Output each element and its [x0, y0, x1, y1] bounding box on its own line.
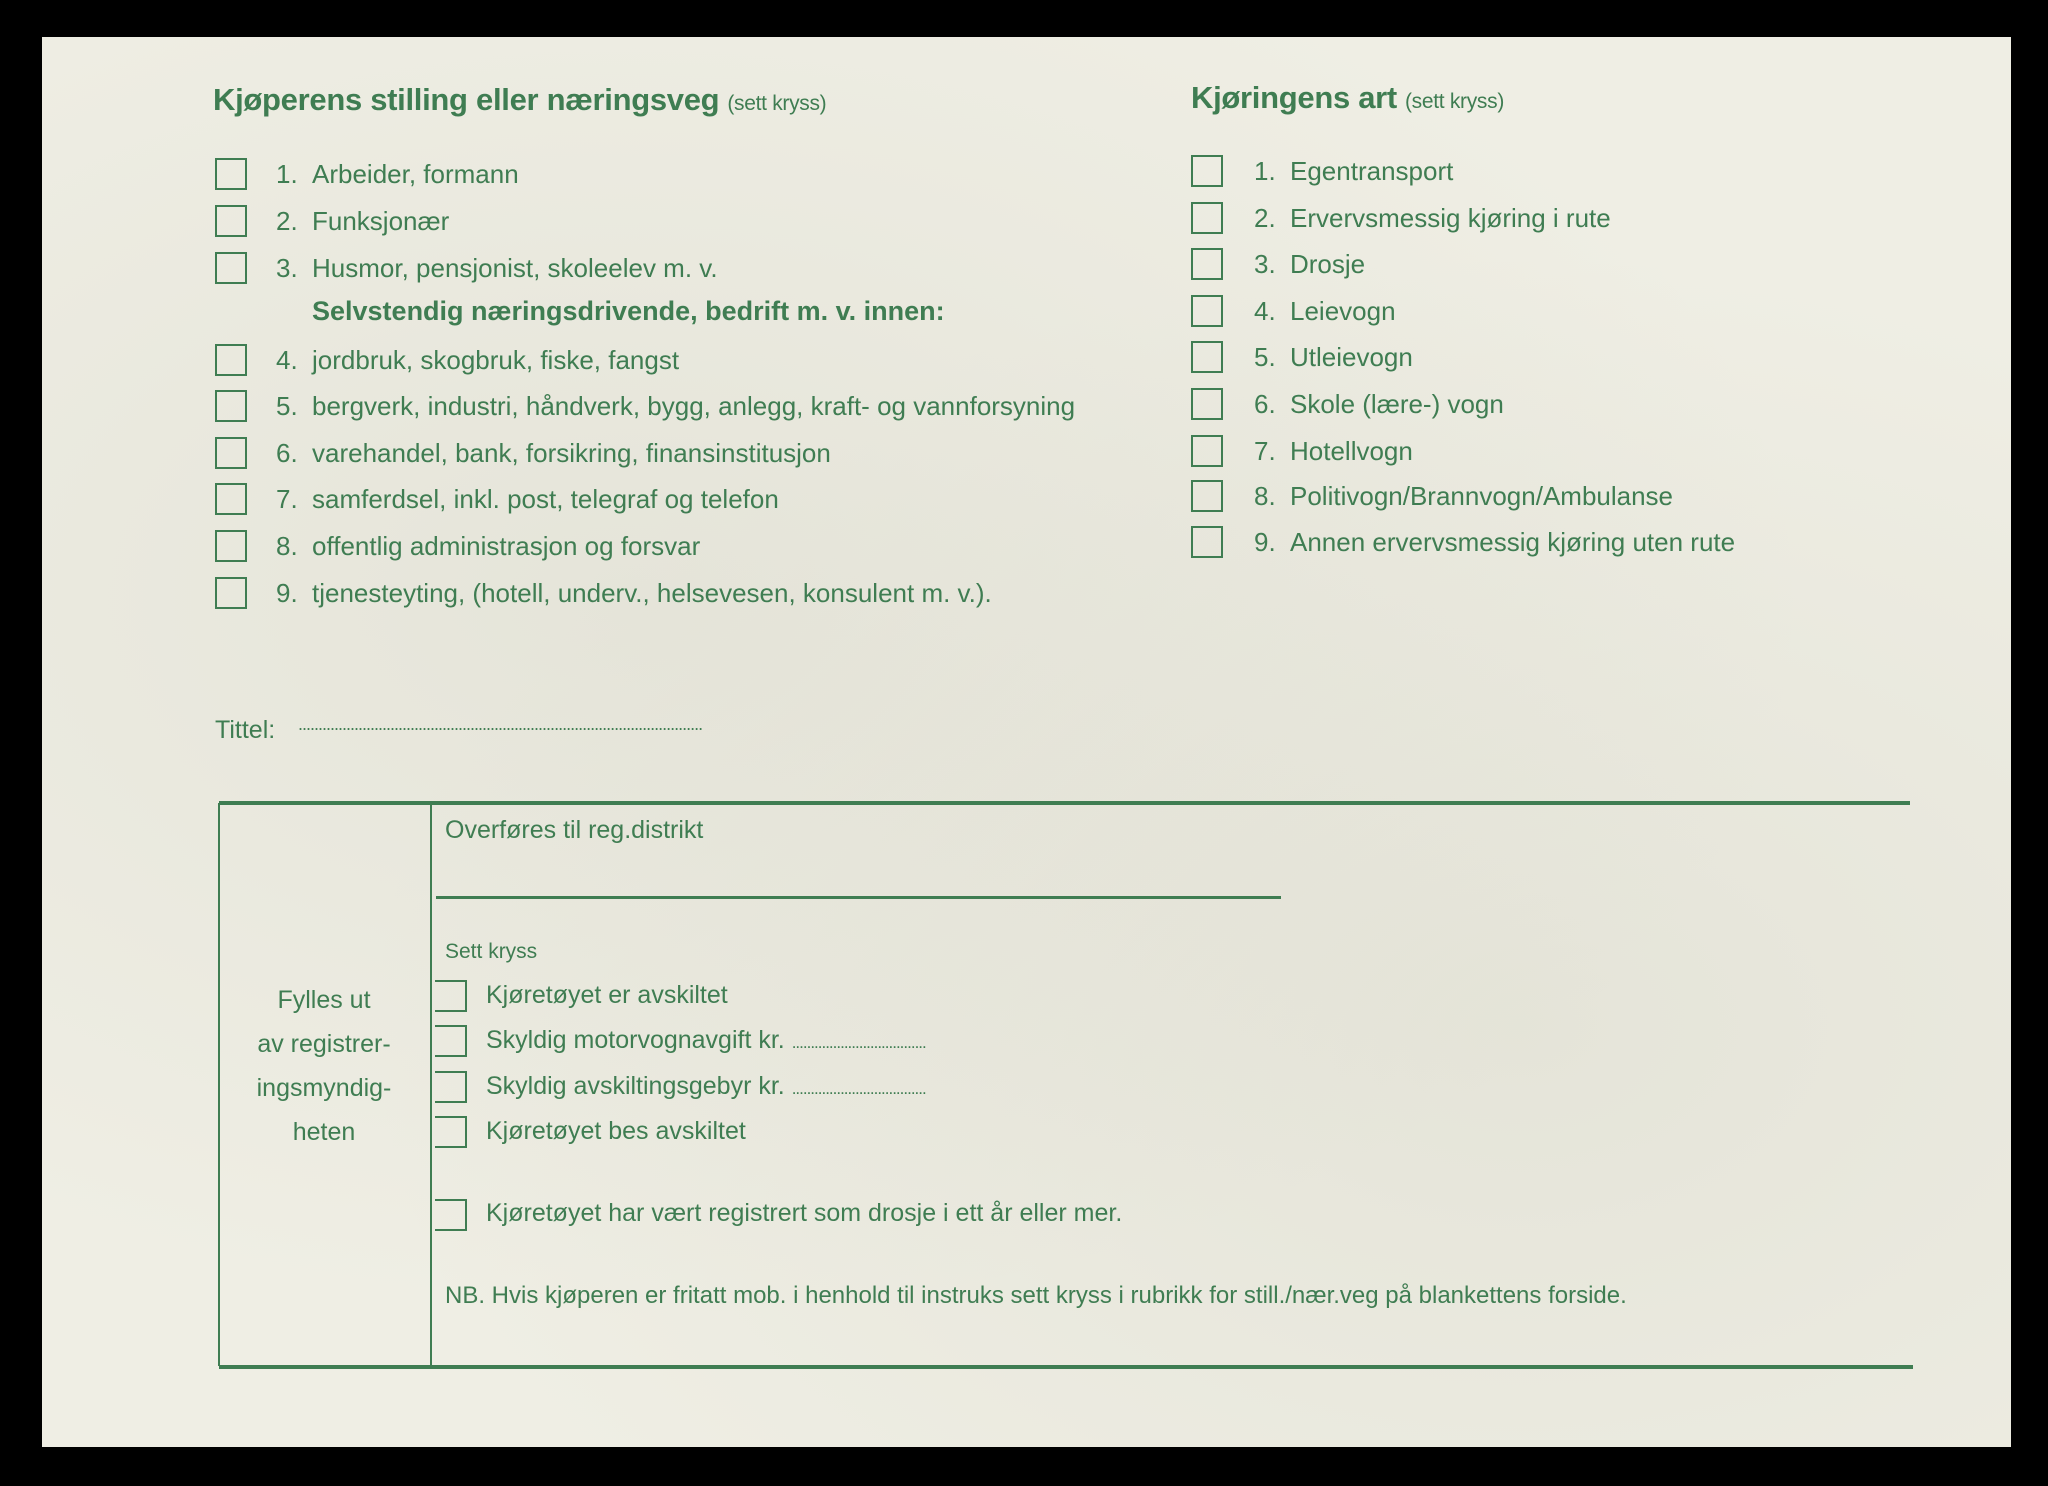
registry-side-label	[222, 978, 426, 1154]
item-label: Utleievogn	[1290, 342, 1413, 372]
item-label: Drosje	[1290, 249, 1366, 279]
list-item	[276, 531, 701, 561]
item-number: 6.	[1254, 389, 1276, 419]
item-label: Egentransport	[1290, 156, 1454, 186]
checkbox-driving-6[interactable]	[1191, 388, 1223, 420]
item-label: Skole (lære-) vogn	[1290, 389, 1504, 419]
item-number: 7.	[1254, 436, 1276, 466]
checkbox-driving-8[interactable]	[1191, 480, 1223, 512]
item-label: Hotellvogn	[1290, 436, 1413, 466]
list-item	[1254, 481, 1674, 511]
list-item	[486, 981, 728, 1010]
item-number: 1.	[276, 159, 298, 189]
checkbox-occupation-5[interactable]	[215, 390, 247, 422]
list-item	[276, 253, 718, 283]
item-label: offentlig administrasjon og forsvar	[312, 531, 701, 561]
driving-type-heading	[1191, 80, 1504, 116]
list-item	[486, 1117, 746, 1146]
driving-type-hint: (sett kryss)	[1404, 90, 1505, 113]
list-item	[1254, 296, 1396, 326]
item-number: 9.	[1254, 527, 1276, 557]
checkbox-occupation-6[interactable]	[215, 437, 247, 469]
item-number: 1.	[1254, 156, 1276, 186]
self-employed-subheading: Selvstendig næringsdrivende, bedrift m. v. innen:	[312, 296, 945, 326]
item-label: bergverk, industri, håndverk, bygg, anlegg, kraft- og vannforsyning	[312, 391, 1076, 421]
item-label: Leievogn	[1290, 296, 1396, 326]
side-label-line: heten	[292, 1118, 356, 1146]
occupation-hint: (sett kryss)	[727, 92, 827, 115]
item-label: Kjøretøyet er avskiltet	[486, 981, 728, 1009]
list-item	[486, 1199, 1122, 1228]
item-number: 3.	[276, 253, 298, 283]
list-item	[486, 1026, 926, 1055]
checkbox-occupation-1[interactable]	[215, 158, 247, 190]
checkbox-occupation-4[interactable]	[215, 344, 247, 376]
item-number: 2.	[276, 206, 298, 236]
item-label: Skyldig motorvognavgift kr.	[486, 1026, 785, 1054]
list-item	[276, 159, 519, 189]
checkbox-deregistered[interactable]	[435, 980, 467, 1012]
title-label: Tittel:	[215, 716, 276, 744]
item-label: Politivogn/Brannvogn/Ambulanse	[1290, 481, 1674, 511]
transfer-line[interactable]	[436, 896, 1281, 899]
item-label: Arbeider, formann	[312, 159, 519, 189]
box-top-border	[219, 801, 1910, 805]
item-number: 4.	[276, 345, 298, 375]
box-bottom-border	[219, 1365, 1913, 1369]
checkbox-request-deregistration[interactable]	[435, 1116, 467, 1148]
form-page	[42, 37, 2011, 1447]
transfer-label: Overføres til reg.distrikt	[445, 816, 704, 844]
list-item	[1254, 389, 1504, 419]
motor-fee-input[interactable]: ....................................	[791, 1033, 926, 1052]
item-label: tjenesteyting, (hotell, underv., helsevesen, konsulent m. v.).	[312, 578, 992, 608]
item-number: 7.	[276, 484, 298, 514]
list-item	[1254, 342, 1413, 372]
list-item	[1254, 156, 1454, 186]
item-number: 4.	[1254, 296, 1276, 326]
checkbox-occupation-9[interactable]	[215, 577, 247, 609]
item-number: 5.	[276, 391, 298, 421]
item-label: jordbruk, skogbruk, fiske, fangst	[312, 345, 680, 375]
list-item	[276, 345, 680, 375]
item-label: Funksjonær	[312, 206, 450, 236]
checkbox-deregistration-fee[interactable]	[435, 1071, 467, 1103]
checkbox-occupation-7[interactable]	[215, 483, 247, 515]
item-label: Kjøretøyet bes avskiltet	[486, 1117, 746, 1145]
list-item	[276, 438, 831, 468]
list-item	[1254, 203, 1611, 233]
item-label: varehandel, bank, forsikring, finansinstitusjon	[312, 438, 831, 468]
item-label: samferdsel, inkl. post, telegraf og telefon	[312, 484, 779, 514]
box-left-border	[218, 803, 220, 1366]
deregistration-fee-input[interactable]: ....................................	[791, 1079, 926, 1098]
title-input[interactable]: .....................................................................................................	[298, 714, 703, 734]
side-label-line: Fylles ut	[277, 986, 371, 1014]
item-label: Kjøretøyet har vært registrert som drosje i ett år eller mer.	[486, 1199, 1123, 1227]
checkbox-occupation-8[interactable]	[215, 530, 247, 562]
item-number: 5.	[1254, 342, 1276, 372]
list-item	[486, 1072, 926, 1101]
checkbox-motor-fee[interactable]	[435, 1025, 467, 1057]
list-item	[276, 206, 450, 236]
nb-note: NB. Hvis kjøperen er fritatt mob. i henhold til instruks sett kryss i rubrikk for still./nær.veg på blankettens forside.	[445, 1282, 1627, 1309]
checkbox-driving-2[interactable]	[1191, 202, 1223, 234]
item-number: 8.	[1254, 481, 1276, 511]
item-label: Ervervsmessig kjøring i rute	[1290, 203, 1611, 233]
checkbox-driving-9[interactable]	[1191, 526, 1223, 558]
side-label-line: ingsmyndig-	[256, 1074, 392, 1102]
side-label-line: av registrer-	[257, 1030, 391, 1058]
list-item	[1254, 527, 1736, 557]
item-number: 6.	[276, 438, 298, 468]
driving-type-title: Kjøringens art	[1191, 80, 1397, 115]
checkbox-occupation-3[interactable]	[215, 252, 247, 284]
list-item	[276, 578, 992, 608]
checkbox-driving-1[interactable]	[1191, 155, 1223, 187]
box-inner-divider	[430, 803, 432, 1366]
checkbox-occupation-2[interactable]	[215, 205, 247, 237]
occupation-title: Kjøperens stilling eller næringsveg	[213, 82, 720, 117]
checkbox-driving-3[interactable]	[1191, 248, 1223, 280]
item-label: Skyldig avskiltingsgebyr kr.	[486, 1072, 785, 1100]
checkbox-driving-5[interactable]	[1191, 341, 1223, 373]
checkbox-driving-7[interactable]	[1191, 435, 1223, 467]
list-item	[1254, 436, 1413, 466]
item-number: 2.	[1254, 203, 1276, 233]
checkbox-taxi-registered[interactable]	[435, 1199, 467, 1231]
checkbox-hint: Sett kryss	[445, 940, 538, 963]
item-label: Husmor, pensjonist, skoleelev m. v.	[312, 253, 718, 283]
list-item	[276, 484, 779, 514]
item-number: 3.	[1254, 249, 1276, 279]
item-number: 9.	[276, 578, 298, 608]
item-number: 8.	[276, 531, 298, 561]
list-item	[276, 391, 1076, 421]
checkbox-driving-4[interactable]	[1191, 295, 1223, 327]
occupation-heading	[213, 82, 826, 118]
list-item	[1254, 249, 1366, 279]
item-label: Annen ervervsmessig kjøring uten rute	[1290, 527, 1736, 557]
